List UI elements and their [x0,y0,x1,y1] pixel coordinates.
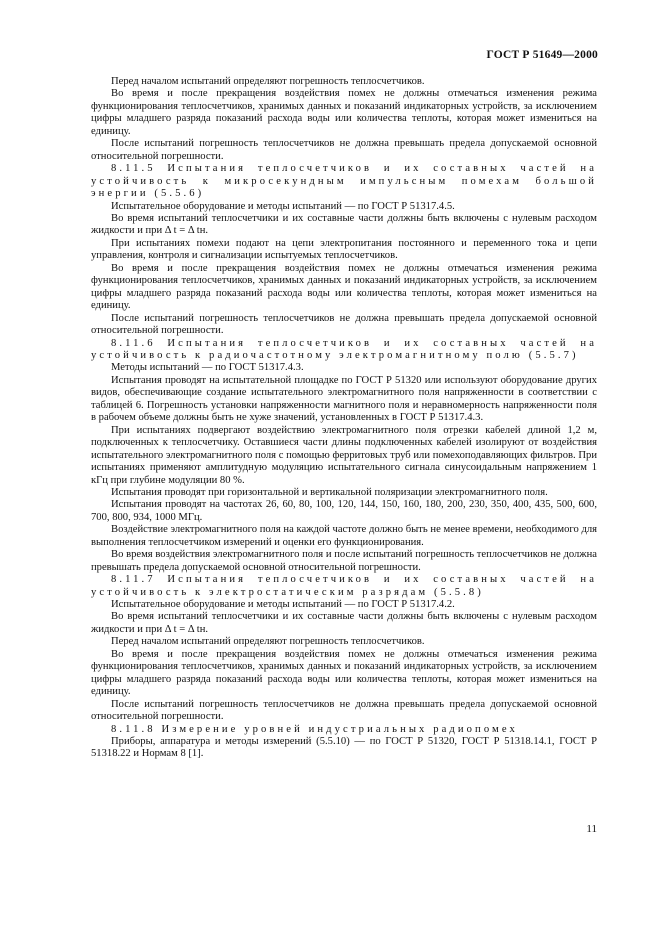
paragraph: При испытаниях подвергают воздействию электромагнитного поля отрезки кабелей длиной 1,2 м, подключенных к теплосчетчику. Оставшиеся части длины подключенных кабелей изолируют от воздействия испытательного электромагнитного поля с помощью ферритовых труб или помехоподавляющих фильтров. При испытаниях применяют амплитудную модуляцию испытательного сигнала синусоидальным напряжением 1 кГц при глубине модуляции 80 %. [91,424,597,486]
section-heading-8-11-7: 8.11.7 Испытания теплосчетчиков и их составных частей на устойчивость к электростатическим разрядам (5.5.8) [91,574,597,598]
paragraph: Испытания проводят на частотах 26, 60, 80, 100, 120, 144, 150, 160, 180, 200, 230, 350, 400, 435, 500, 600, 700, 800, 934, 1000 МГц. [91,499,597,523]
paragraph: Во время и после прекращения воздействия помех не должны отмечаться изменения режима функционирования теплосчетчиков, хранимых данных и показаний индикаторных устройств, за исключением цифры младшего разряда показаний расхода воды или количества теплоты, которая может измениться на единицу. [91,88,597,137]
paragraph: Приборы, аппаратура и методы измерений (5.5.10) — по ГОСТ Р 51320, ГОСТ Р 51318.14.1, ГОСТ Р 51318.22 и Нормам 8 [1]. [91,736,597,760]
paragraph: Воздействие электромагнитного поля на каждой частоте должно быть не менее времени, необходимого для выполнения теплосчетчиком измерений и оценки его функционирования. [91,524,597,548]
paragraph: После испытаний погрешность теплосчетчиков не должна превышать предела допускаемой основной относительной погрешности. [91,698,597,723]
paragraph: Испытательное оборудование и методы испытаний — по ГОСТ Р 51317.4.5. [111,200,455,212]
paragraph: Перед началом испытаний определяют погрешность теплосчетчиков. [111,636,425,648]
paragraph: Испытательное оборудование и методы испытаний — по ГОСТ Р 51317.4.2. [111,599,455,611]
paragraph: Во время воздействия электромагнитного поля и после испытаний погрешность теплосчетчиков не должна превышать предела допускаемой основной относительной погрешности. [91,549,597,573]
paragraph: Во время испытаний теплосчетчики и их составные части должны быть включены с нулевым расходом жидкости и при Δ t = Δ tн. [91,212,597,237]
page-number: 11 [586,823,597,835]
paragraph: Методы испытаний — по ГОСТ 51317.4.3. [111,362,304,374]
paragraph: Во время испытаний теплосчетчики и их составные части должны быть включены с нулевым расходом жидкости и при Δ t = Δ tн. [91,611,597,635]
paragraph: Во время и после прекращения воздействия помех не должны отмечаться изменения режима функционирования теплосчетчиков, хранимых данных и показаний индикаторных устройств, за исключением цифры младшего разряда показаний расхода воды или количества теплоты, которая может измениться на единицу. [91,262,597,312]
paragraph: Перед началом испытаний определяют погрешность теплосчетчиков. [111,76,425,87]
paragraph: При испытаниях помехи подают на цепи электропитания постоянного и переменного тока и цепи управления, контроля и сигнализации испытуемых теплосчетчиков. [91,237,597,262]
standard-header: ГОСТ Р 51649—2000 [486,49,598,61]
section-heading-8-11-8: 8.11.8 Измерение уровней индустриальных радиопомех [111,723,518,735]
page-body [91,76,597,761]
paragraph: Во время и после прекращения воздействия помех не должны отмечаться изменения режима функционирования теплосчетчиков, хранимых данных и показаний индикаторных устройств, за исключением цифры младшего разряда показаний расхода воды или количества теплоты, которая может измениться на единицу. [91,648,597,698]
paragraph: После испытаний погрешность теплосчетчиков не должна превышать предела допускаемой основной относительной погрешности. [91,312,597,337]
section-heading-8-11-6: 8.11.6 Испытания теплосчетчиков и их составных частей на устойчивость к радиочастотному электромагнитному полю (5.5.7) [91,337,597,361]
section-heading-8-11-5: 8.11.5 Испытания теплосчетчиков и их составных частей на устойчивость к микросекундным импульсным помехам большой энергии (5.5.6) [91,163,597,200]
paragraph: Испытания проводят на испытательной площадке по ГОСТ Р 51320 или используют оборудование других видов, обеспечивающие создание испытательного электромагнитного поля напряженности в соответствии с таблицей 6. Погрешность установки напряженности магнитного поля и неравномерность напряженности поля в рабочем объеме должны быть не хуже значений, установленных в ГОСТ Р 51317.4.3. [91,374,597,424]
paragraph: После испытаний погрешность теплосчетчиков не должна превышать предела допускаемой основной относительной погрешности. [91,138,597,162]
paragraph: Испытания проводят при горизонтальной и вертикальной поляризации электромагнитного поля. [111,486,548,498]
